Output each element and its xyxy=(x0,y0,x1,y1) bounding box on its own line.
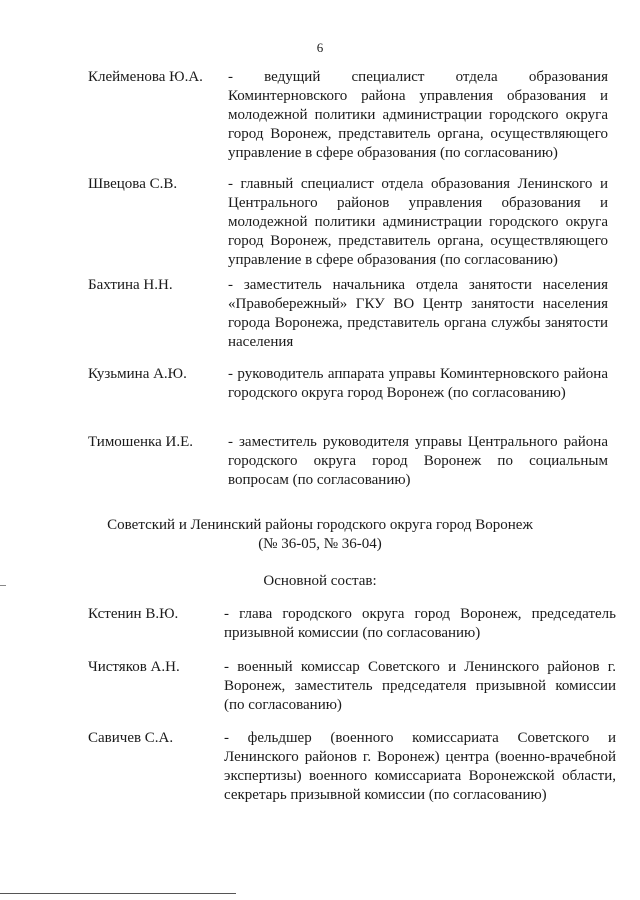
member-description: - заместитель руководителя управы Центрального района городского округа город Воронеж по социальным вопросам (по согласованию) xyxy=(228,434,608,488)
member-name: Кузьмина А.Ю. xyxy=(88,366,187,382)
member-description: - ведущий специалист отдела образования Коминтерновского района управления образования и молодежной политики администрации городского округа город Воронеж, представитель органа, осуществляющего управление в сфере образования (по согласованию) xyxy=(228,69,608,161)
section-heading-line2: (№ 36-05, № 36-04) xyxy=(258,536,382,552)
member-name: Клейменова Ю.А. xyxy=(88,69,203,85)
member-description: - фельдшер (военного комиссариата Советского и Ленинского районов г. Воронеж) центра (военно-врачебной экспертизы) военного комиссариата Воронежской области, секретарь призывной комиссии (по согласованию) xyxy=(224,730,616,803)
member-name: Тимошенка И.Е. xyxy=(88,434,194,450)
page-number: 6 xyxy=(316,40,324,55)
member-description: - руководитель аппарата управы Коминтерновского района городского округа город Воронеж (по согласованию) xyxy=(228,366,608,401)
margin-mark xyxy=(0,585,6,586)
member-name: Чистяков А.Н. xyxy=(88,659,180,675)
member-name: Кстенин В.Ю. xyxy=(88,606,179,622)
footnote-separator-line xyxy=(0,893,236,894)
section-heading-line1: Советский и Ленинский районы городского округа город Воронеж xyxy=(107,517,533,533)
member-description: - заместитель начальника отдела занятости населения «Правобережный» ГКУ ВО Центр занятости населения города Воронежа, представитель органа службы занятости населения xyxy=(228,277,608,350)
member-description: - военный комиссар Советского и Ленинского районов г. Воронеж, заместитель председателя призывной комиссии (по согласованию) xyxy=(224,659,616,713)
member-name: Савичев С.А. xyxy=(88,730,174,746)
member-description: - главный специалист отдела образования Ленинского и Центрального районов управления образования и молодежной политики администрации городского округа город Воронеж, представитель органа, осуществляющего управление в сфере образования (по согласованию) xyxy=(228,176,608,268)
member-description: - глава городского округа город Воронеж, председатель призывной комиссии (по согласованию) xyxy=(224,606,616,641)
section-heading xyxy=(0,516,640,554)
member-name: Бахтина Н.Н. xyxy=(88,277,173,293)
section-subheading: Основной состав: xyxy=(263,573,377,589)
member-name: Швецова С.В. xyxy=(88,176,178,192)
